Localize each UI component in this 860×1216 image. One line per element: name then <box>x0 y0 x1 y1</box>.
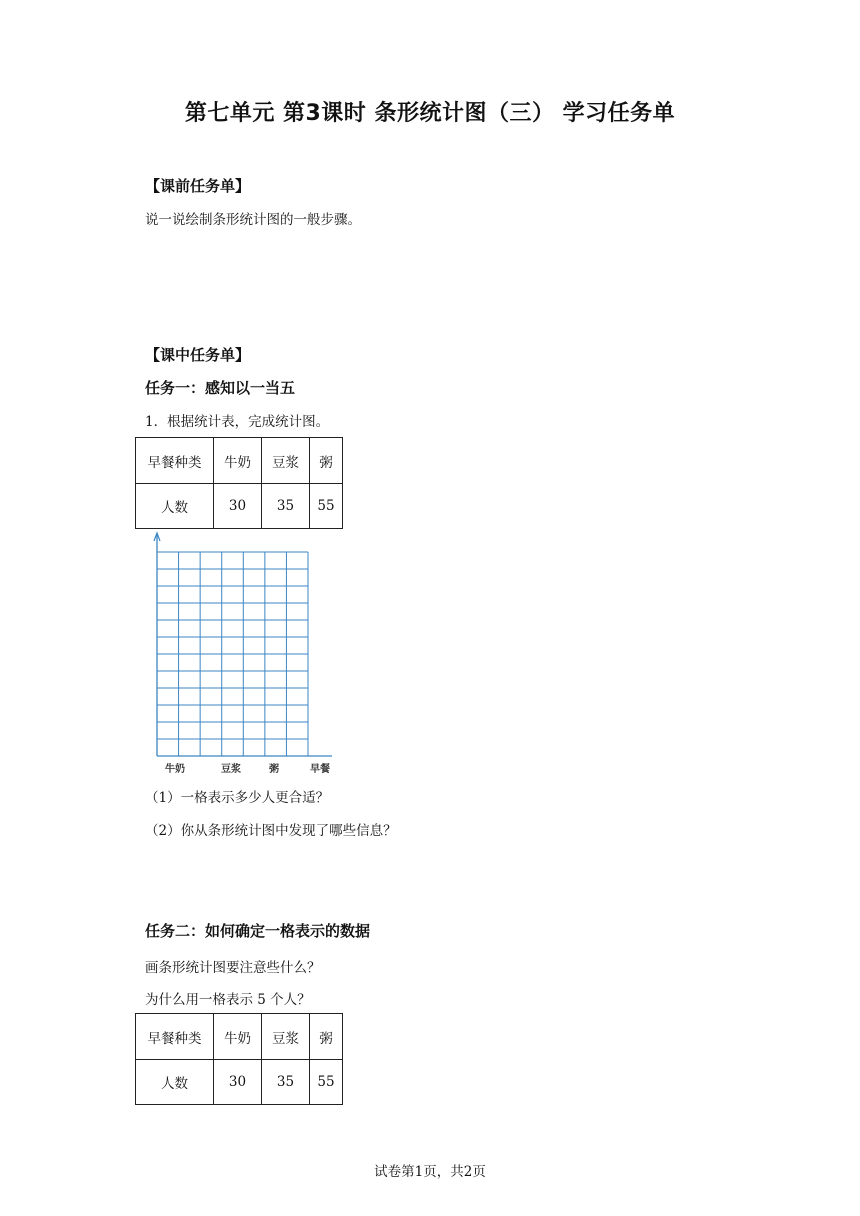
x-label: 豆浆 <box>221 764 241 775</box>
page-title: 第七单元 第3课时 条形统计图（三） 学习任务单 <box>184 101 676 126</box>
table-category: 粥 <box>310 1014 343 1060</box>
table-value: 35 <box>262 484 310 529</box>
pre-class-heading: 【课前任务单】 <box>145 177 251 195</box>
task2-line2: 为什么用一格表示 5 个人？ <box>145 992 311 1008</box>
table-value: 30 <box>214 1060 262 1105</box>
table-category: 豆浆 <box>262 438 310 484</box>
table-header-label: 早餐种类 <box>136 438 214 484</box>
task1-title: 任务一：感知以一当五 <box>145 379 296 397</box>
table-category: 粥 <box>310 438 343 484</box>
table-value: 35 <box>262 1060 310 1105</box>
page-footer: 试卷第1页，共2页 <box>374 1164 486 1180</box>
table-category: 牛奶 <box>214 1014 262 1060</box>
table-value: 55 <box>310 1060 343 1105</box>
pre-class-prompt: 说一说绘制条形统计图的一般步骤。 <box>145 212 361 228</box>
task2-title: 任务二：如何确定一格表示的数据 <box>145 922 371 940</box>
in-class-heading: 【课中任务单】 <box>145 346 251 364</box>
grid-lines <box>157 552 308 756</box>
x-label: 牛奶 <box>165 764 185 775</box>
breakfast-table-1 <box>135 437 343 529</box>
table-header-label: 早餐种类 <box>136 1014 214 1060</box>
task1-question1: （1）一格表示多少人更合适？ <box>145 790 330 806</box>
table-row-label: 人数 <box>136 484 214 529</box>
table-value: 55 <box>310 484 343 529</box>
blank-bar-chart-grid <box>140 530 340 778</box>
task2-line1: 画条形统计图要注意些什么？ <box>145 960 321 976</box>
table-value: 30 <box>214 484 262 529</box>
table-category: 豆浆 <box>262 1014 310 1060</box>
table-category: 牛奶 <box>214 438 262 484</box>
task1-question2: （2）你从条形统计图中发现了哪些信息？ <box>145 823 397 839</box>
task1-item1: 1．根据统计表，完成统计图。 <box>145 414 330 430</box>
table-row-label: 人数 <box>136 1060 214 1105</box>
x-axis-name: 早餐 <box>310 764 330 775</box>
breakfast-table-2 <box>135 1013 343 1105</box>
x-label: 粥 <box>269 764 279 775</box>
